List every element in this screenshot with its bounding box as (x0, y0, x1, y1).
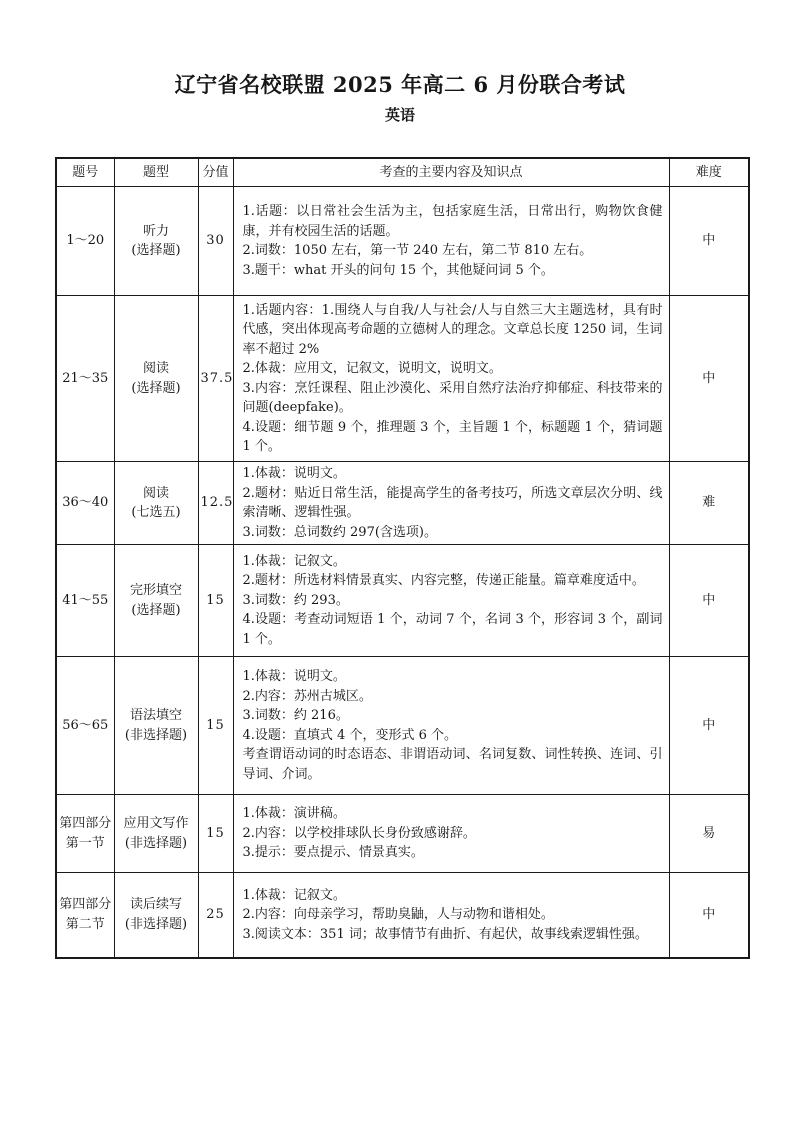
content-cell (233, 795, 669, 873)
question-part: 第四部分 (59, 897, 112, 913)
question-format: (非选择题) (124, 727, 188, 743)
difficulty-value: 易 (702, 825, 716, 841)
question-format: (七选五) (131, 505, 181, 520)
score-cell (198, 296, 233, 462)
table-row (56, 462, 749, 545)
question-format: (选择题) (131, 380, 181, 396)
content-item: 3.题干：what 开头的问句 15 个，其他疑问词 5 个。 (242, 262, 554, 278)
score-value: 30 (206, 233, 225, 249)
question-type-cell (114, 545, 198, 657)
score-value: 15 (206, 717, 225, 733)
question-type: 阅读 (142, 361, 169, 376)
difficulty-cell (669, 187, 749, 296)
difficulty-value: 中 (702, 717, 716, 733)
content-cell (233, 873, 669, 958)
question-number-cell (56, 296, 114, 462)
table-row (56, 187, 749, 296)
table-row (56, 873, 749, 958)
content-item: 2.体裁：应用文，记叙文，说明文，说明文。 (242, 361, 502, 376)
content-item: 1.体裁：记叙文。 (242, 887, 346, 903)
content-item: 2.词数：1050 左右，第一节 240 左右，第二节 810 左右。 (242, 243, 593, 258)
score-cell (198, 462, 233, 545)
table-row (56, 545, 749, 657)
exam-analysis-table (55, 157, 750, 959)
question-type: 读后续写 (129, 897, 182, 913)
table-row (56, 296, 749, 462)
difficulty-value: 中 (702, 907, 716, 922)
difficulty-value: 中 (702, 592, 716, 608)
score-cell (198, 873, 233, 958)
score-cell (198, 187, 233, 296)
score-value: 37.5 (200, 370, 234, 386)
question-number-cell (56, 873, 114, 958)
header-difficulty: 难度 (669, 158, 749, 187)
difficulty-value: 难 (702, 495, 716, 511)
content-item: 1.体裁：记叙文。 (242, 553, 346, 569)
question-number-cell (56, 545, 114, 657)
header-number: 题号 (56, 158, 114, 187)
question-type-cell (114, 795, 198, 873)
difficulty-cell (669, 873, 749, 958)
question-number: 1～20 (66, 233, 105, 249)
question-number-cell (56, 795, 114, 873)
content-item: 3.词数：约 293。 (242, 592, 349, 608)
question-type-cell (114, 657, 198, 795)
score-value: 25 (206, 907, 225, 922)
question-format: (非选择题) (124, 916, 188, 932)
difficulty-cell (669, 296, 749, 462)
question-part: 第四部分 (59, 816, 112, 831)
content-cell (233, 187, 669, 296)
question-type: 阅读 (142, 485, 169, 501)
score-cell (198, 545, 233, 657)
content-item: 3.阅读文本：351 词；故事情节有曲折、有起伏，故事线索逻辑性强。 (242, 926, 648, 942)
content-item: 考查谓语动词的时态语态、非谓语动词、名词复数、词性转换、连词、引导词、介词。 (242, 747, 663, 782)
difficulty-cell (669, 462, 749, 545)
content-item: 3.内容：烹饪课程、阻止沙漠化、采用自然疗法治疗抑郁症、科技带来的问题(deepfake)。 (242, 380, 663, 415)
content-item: 2.题材：贴近日常生活，能提高学生的备考技巧，所选文章层次分明、线索清晰、逻辑性强。 (242, 485, 663, 520)
content-item: 4.设题：细节题 9 个，推理题 3 个，主旨题 1 个，标题题 1 个，猜词题 1 个。 (242, 419, 663, 454)
header-content: 考查的主要内容及知识点 (233, 158, 669, 187)
content-item: 2.内容：以学校排球队长身份致感谢辞。 (242, 825, 476, 841)
content-item: 2.内容：苏州古城区。 (242, 688, 372, 704)
score-cell (198, 657, 233, 795)
question-format: (非选择题) (124, 835, 188, 851)
question-type-cell (114, 462, 198, 545)
content-cell (233, 545, 669, 657)
content-item: 2.内容：向母亲学习，帮助臭鼬，人与动物和谐相处。 (242, 907, 554, 922)
header-score: 分值 (198, 158, 233, 187)
question-format: (选择题) (131, 243, 181, 258)
score-value: 12.5 (200, 495, 234, 511)
question-number-cell (56, 462, 114, 545)
question-number: 36～40 (62, 495, 109, 511)
content-item: 4.设题：考查动词短语 1 个，动词 7 个，名词 3 个，形容词 3 个，副词 1 个。 (242, 612, 663, 647)
question-type-cell (114, 187, 198, 296)
question-type: 语法填空 (129, 708, 182, 723)
score-value: 15 (206, 825, 225, 841)
difficulty-value: 中 (702, 233, 716, 249)
content-item: 1.话题：以日常社会生活为主，包括家庭生活，日常出行，购物饮食健康，并有校园生活的话题。 (242, 204, 663, 239)
score-value: 15 (206, 592, 225, 608)
content-item: 3.提示：要点提示、情景真实。 (242, 845, 424, 861)
content-item: 2.题材：所选材料情景真实、内容完整，传递正能量。篇章难度适中。 (242, 573, 645, 589)
page-title: 辽宁省名校联盟 2025 年高二 6 月份联合考试 (174, 72, 626, 97)
question-type: 完形填空 (129, 583, 182, 598)
question-section: 第二节 (65, 916, 105, 932)
question-type-cell (114, 873, 198, 958)
content-cell (233, 296, 669, 462)
question-number-cell (56, 187, 114, 296)
content-item: 1.话题内容：1.围绕人与自我/人与社会/人与自然三大主题选材，具有时代感，突出体现高考命题的立德树人的理念。文章总长度 1250 词，生词率不超过 2% (242, 302, 663, 357)
header-type: 题型 (114, 158, 198, 187)
question-number: 21～35 (62, 370, 109, 386)
content-item: 3.词数：约 216。 (242, 708, 349, 723)
content-item: 1.体裁：说明文。 (242, 466, 346, 481)
content-cell (233, 462, 669, 545)
difficulty-cell (669, 545, 749, 657)
page-subtitle: 英语 (384, 106, 415, 124)
difficulty-value: 中 (702, 370, 716, 386)
content-item: 4.设题：直填式 4 个，变形式 6 个。 (242, 727, 457, 743)
question-type: 听力 (142, 223, 169, 239)
table-row (56, 795, 749, 873)
question-type: 应用文写作 (123, 816, 189, 831)
content-item: 3.词数：总词数约 297(含选项)。 (242, 524, 437, 540)
difficulty-cell (669, 795, 749, 873)
table-row (56, 657, 749, 795)
question-number: 41～55 (62, 592, 109, 608)
content-item: 1.体裁：说明文。 (242, 669, 346, 684)
question-number: 56～65 (62, 717, 109, 733)
question-format: (选择题) (131, 602, 181, 618)
score-cell (198, 795, 233, 873)
content-item: 1.体裁：演讲稿。 (242, 806, 346, 822)
content-cell (233, 657, 669, 795)
table-header-row (56, 158, 749, 187)
question-section: 第一节 (65, 835, 105, 851)
question-type-cell (114, 296, 198, 462)
difficulty-cell (669, 657, 749, 795)
question-number-cell (56, 657, 114, 795)
